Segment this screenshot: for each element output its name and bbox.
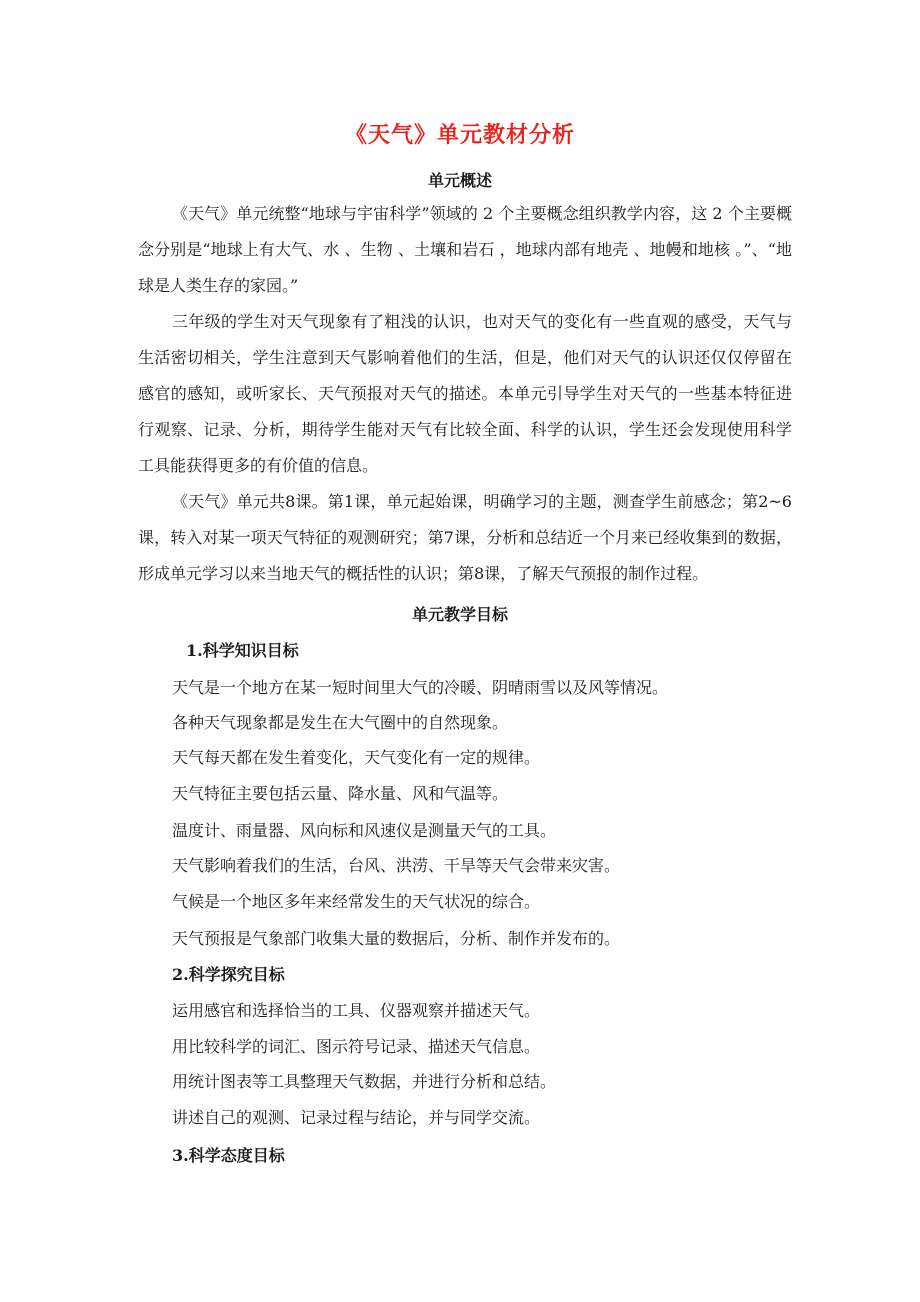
overview-heading: 单元概述 — [427, 171, 492, 190]
inquiry-goal-item: 运用感官和选择恰当的工具、仪器观察并描述天气。 — [172, 1001, 541, 1020]
knowledge-goals-title: 1.科学知识目标 — [186, 641, 299, 660]
inquiry-goal-item: 用比较科学的词汇、图示符号记录、描述天气信息。 — [172, 1037, 541, 1056]
overview-paragraph: 《天气》单元共8课。第1课，单元起始课，明确学习的主题，测查学生前感念；第2~6课，转入对某一项天气特征的观测研究；第7课，分析和总结近一个月来已经收集到的数据，形成单元学习以来当地天气的概括性的认识；第8课，了解天气预报的制作过程。 — [138, 492, 792, 583]
inquiry-goals-title: 2.科学探究目标 — [172, 965, 285, 984]
knowledge-goal-item: 温度计、雨量器、风向标和风速仪是测量天气的工具。 — [172, 821, 557, 840]
goals-heading: 单元教学目标 — [411, 605, 508, 624]
inquiry-goal-item: 用统计图表等工具整理天气数据，并进行分析和总结。 — [172, 1072, 557, 1091]
knowledge-goal-item: 天气每天都在发生着变化，天气变化有一定的规律。 — [172, 748, 541, 767]
knowledge-goal-item: 各种天气现象都是发生在大气圈中的自然现象。 — [172, 713, 509, 732]
knowledge-goal-item: 气候是一个地区多年来经常发生的天气状况的综合。 — [172, 892, 541, 911]
attitude-goals-title: 3.科学态度目标 — [172, 1146, 285, 1165]
document-title: 《天气》单元教材分析 — [344, 122, 575, 148]
knowledge-goal-item: 天气是一个地方在某一短时间里大气的冷暖、阴晴雨雪以及风等情况。 — [172, 678, 669, 697]
overview-paragraph: 《天气》单元统整“地球与宇宙科学”领域的 2 个主要概念组织教学内容，这 2 个主要概念分别是“地球上有大气、水 、生物 、土壤和岩石 ，地球内部有地壳 、地幔和地核 。”、“地球是人类生存的家园。” — [138, 204, 792, 295]
knowledge-goal-item: 天气影响着我们的生活，台风、洪涝、干旱等天气会带来灾害。 — [172, 856, 621, 875]
knowledge-goal-item: 天气预报是气象部门收集大量的数据后，分析、制作并发布的。 — [172, 929, 621, 948]
inquiry-goal-item: 讲述自己的观测、记录过程与结论，并与同学交流。 — [172, 1108, 541, 1127]
knowledge-goal-item: 天气特征主要包括云量、降水量、风和气温等。 — [172, 784, 509, 803]
overview-paragraph: 三年级的学生对天气现象有了粗浅的认识，也对天气的变化有一些直观的感受，天气与生活密切相关，学生注意到天气影响着他们的生活，但是，他们对天气的认识还仅仅停留在感官的感知，或听家长、天气预报对天气的描述。本单元引导学生对天气的一些基本特征进行观察、记录、分析，期待学生能对天气有比较全面、科学的认识，学生还会发现使用科学工具能获得更多的有价值的信息。 — [138, 312, 792, 475]
